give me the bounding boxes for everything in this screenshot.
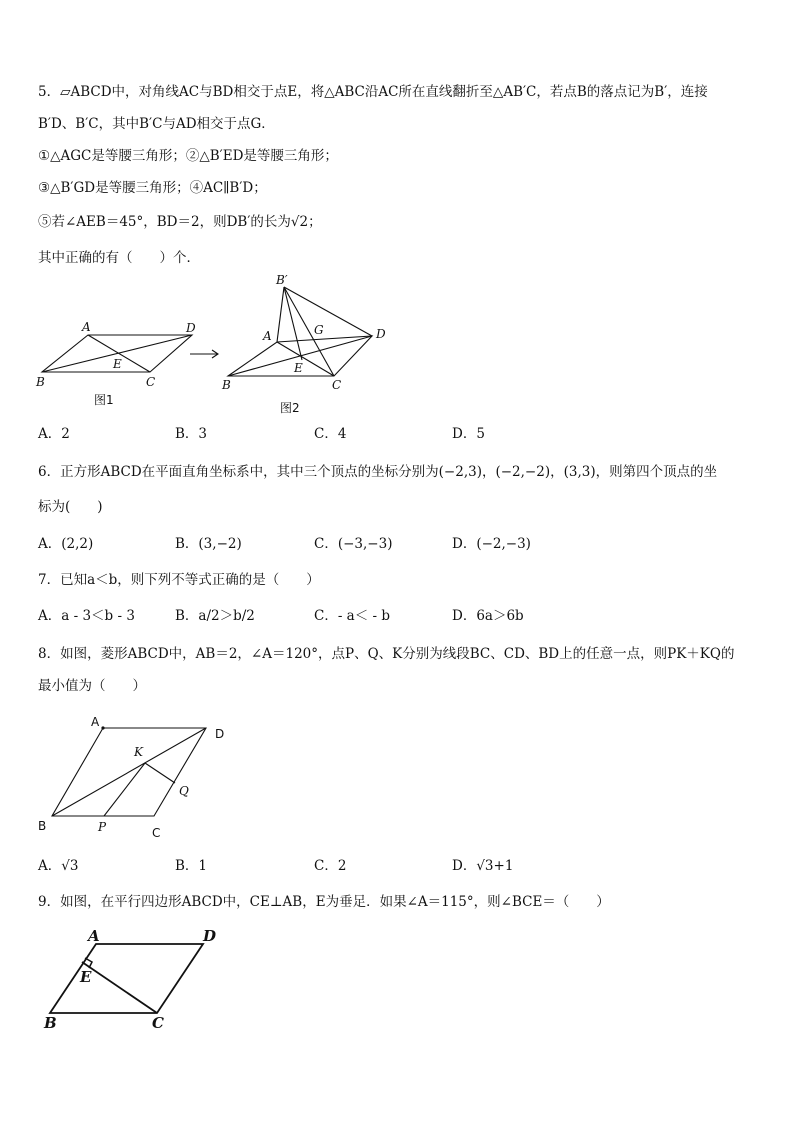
fig1-label-e: E <box>113 357 122 371</box>
arrow-right-icon <box>190 350 218 358</box>
q8-label-k: K <box>134 745 143 759</box>
q5-statement-3-4: ③△B′GD是等腰三角形；④AC∥B′D； <box>38 180 267 196</box>
q7-option-b: B．a/2＞b/2 <box>175 608 255 624</box>
fig2-label-g: G <box>314 323 324 337</box>
q7-option-c: C．- a＜ - b <box>314 608 391 624</box>
q9-label-b: B <box>44 1014 57 1032</box>
q9-label-d: D <box>203 927 217 945</box>
q8-label-p: P <box>98 820 107 834</box>
q8-option-c: C．2 <box>314 858 347 874</box>
q6-option-d: D．(−2,−3) <box>452 536 531 552</box>
fig1-label-a: A <box>82 320 91 334</box>
segment-kq <box>145 763 175 783</box>
q8-label-d: D <box>215 727 225 741</box>
q6-line-1: 6．正方形ABCD在平面直角坐标系中，其中三个顶点的坐标分别为(−2,3)，(−2,−2)，(3,3)，则第四个顶点的坐 <box>38 464 718 480</box>
q7-option-a: A．a - 3＜b - 3 <box>38 608 135 624</box>
fig1-label-b: B <box>36 375 45 389</box>
q6-option-b: B．(3,−2) <box>175 536 242 552</box>
q9-label-c: C <box>152 1014 164 1032</box>
fig2-label-c: C <box>332 378 342 392</box>
q5-figure-1 <box>35 320 196 407</box>
q8-option-a: A．√3 <box>38 858 79 874</box>
q8-label-a: A <box>91 715 100 729</box>
q6-option-a: A．(2,2) <box>38 536 94 552</box>
q8-line-1: 8．如图，菱形ABCD中，AB＝2，∠A＝120°，点P、Q、K分别为线段BC、CD、BD上的任意一点，则PK＋KQ的 <box>38 646 735 662</box>
segment-pk <box>104 763 145 816</box>
q9-figure <box>43 927 216 1032</box>
parallelogram-abcd-q9 <box>50 944 203 1013</box>
q5-statement-1-2: ①△AGC是等腰三角形；②△B′ED是等腰三角形； <box>38 148 338 164</box>
q9-label-e: E <box>80 968 92 986</box>
q5-option-d: D．5 <box>452 426 485 442</box>
q5-line-1: 5．▱ABCD中，对角线AC与BD相交于点E，将△ABC沿AC所在直线翻折至△AB′C，若点B的落点记为B′，连接 <box>38 84 708 100</box>
q6-option-c: C．(−3,−3) <box>314 536 393 552</box>
fig1-label-d: D <box>186 321 196 335</box>
q6-line-2: 标为( ) <box>38 499 103 515</box>
q5-statement-5: ⑤若∠AEB＝45°，BD＝2，则DB′的长为√2； <box>38 214 322 230</box>
q7-line-1: 7．已知a＜b，则下列不等式正确的是（ ） <box>38 572 320 588</box>
fig2-label-b: B <box>222 378 231 392</box>
q9-label-a: A <box>88 927 100 945</box>
q8-label-q: Q <box>179 784 189 798</box>
fig2-label-e: E <box>294 361 303 375</box>
diagonal-bd-q8 <box>52 728 206 816</box>
q8-line-2: 最小值为（ ） <box>38 678 146 694</box>
q8-figure <box>38 715 224 840</box>
q9-line-1: 9．如图，在平行四边形ABCD中，CE⊥AB，E为垂足．如果∠A＝115°，则∠BCE＝（ ） <box>38 894 610 910</box>
q5-option-b: B．3 <box>175 426 208 442</box>
fig2-label-a: A <box>263 329 272 343</box>
q5-option-c: C．4 <box>314 426 347 442</box>
q8-option-d: D．√3+1 <box>452 858 514 874</box>
q5-line-2: B′D、B′C，其中B′C与AD相交于点G． <box>38 116 275 132</box>
q5-figure-2 <box>221 273 386 415</box>
q8-label-c: C <box>152 826 161 840</box>
segment-ce <box>82 962 157 1013</box>
fig2-label-d: D <box>376 327 386 341</box>
q7-option-d: D．6a＞6b <box>452 608 524 624</box>
fig2-caption: 图2 <box>280 401 300 415</box>
fig1-label-c: C <box>146 375 156 389</box>
fig2-label-b-prime: B′ <box>276 273 288 287</box>
q8-option-b: B．1 <box>175 858 208 874</box>
q5-option-a: A．2 <box>38 426 70 442</box>
q8-label-b: B <box>38 819 47 833</box>
q5-question: 其中正确的有（ ）个． <box>38 250 200 266</box>
fig1-caption: 图1 <box>94 393 114 407</box>
